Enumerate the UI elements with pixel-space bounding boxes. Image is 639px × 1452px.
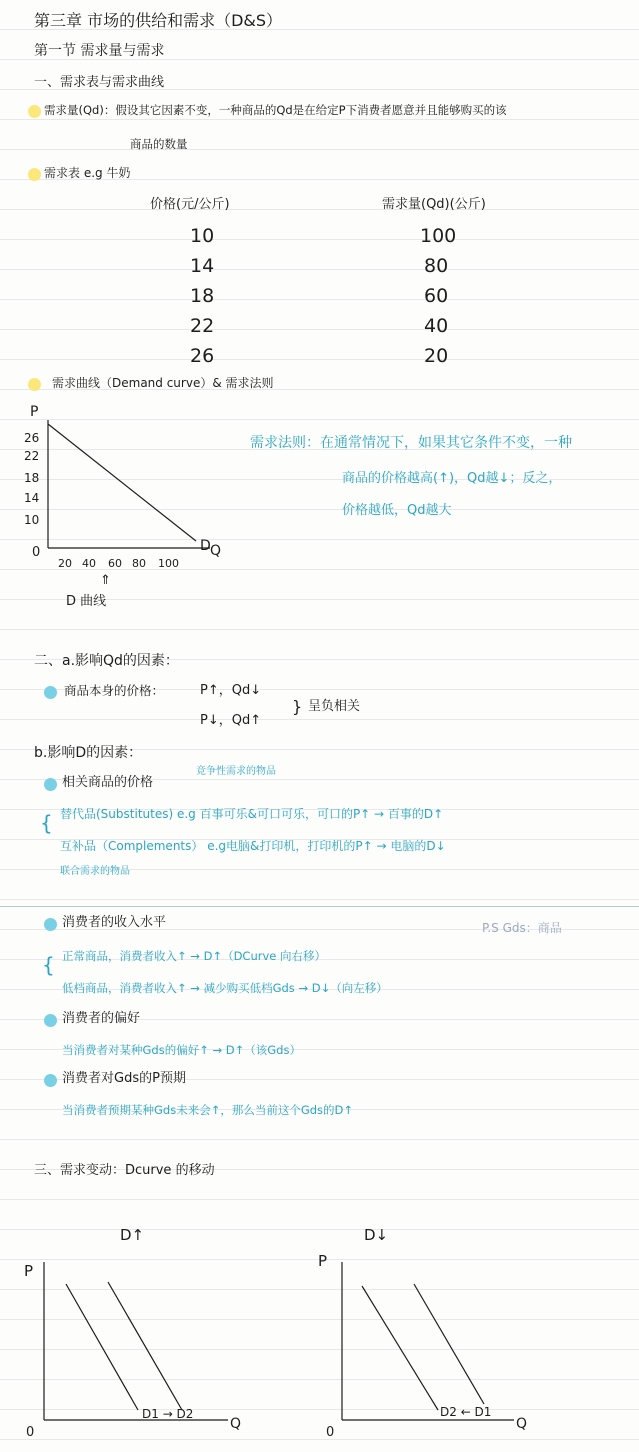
preference-detail: 当消费者对某种Gds的偏好↑ → D↑（该Gds） [62, 1043, 301, 1057]
table-cell-price: 10 [190, 225, 215, 247]
complements-line: 互补品（Complements） e.g电脑&打印机，打印机的P↑ → 电脑的D↓ [60, 839, 446, 853]
normal-goods-line: 正常商品，消费者收入↑ → D↑（DCurve 向右移） [62, 949, 327, 963]
table-cell-qty: 60 [424, 285, 449, 307]
table-cell-price: 22 [190, 315, 215, 337]
part2a-heading: 二、a.影响Qd的因素： [34, 653, 179, 669]
y-tick: 26 [24, 431, 40, 445]
expectation-label: 消费者对Gds的P预期 [62, 1071, 186, 1086]
q-axis-label: Q [210, 543, 222, 559]
origin-label: 0 [26, 1425, 35, 1440]
y-tick: 18 [24, 471, 40, 485]
shift-label: D2 ← D1 [440, 1405, 492, 1419]
qd-definition-line1: 需求量(Qd)：假设其它因素不变，一种商品的Qd是在给定P下消费者愿意并且能够购买的该 [44, 103, 507, 117]
section-title: 第一节 需求量与需求 [34, 43, 165, 59]
table-cell-price: 26 [190, 345, 215, 367]
income-label: 消费者的收入水平 [62, 915, 167, 930]
joint-demand-note: 联合需求的物品 [60, 866, 130, 877]
table-cell-qty: 100 [420, 225, 457, 247]
related-goods-label: 相关商品的价格 [62, 775, 154, 790]
origin-label: 0 [326, 1425, 335, 1440]
expectation-detail: 当消费者预期某种Gds未来会↑，那么当前这个Gds的D↑ [62, 1103, 354, 1117]
law-of-demand-line1: 需求法则：在通常情况下，如果其它条件不变，一种 [250, 435, 572, 451]
table-cell-price: 18 [190, 285, 215, 307]
table-header-qty: 需求量(Qd)(公斤) [382, 197, 486, 212]
y-tick: 14 [24, 491, 40, 505]
q-axis-label: Q [516, 1416, 528, 1432]
table-cell-price: 14 [190, 255, 215, 277]
brace-icon: { [42, 953, 55, 977]
demand-table-intro: 需求表 e.g 牛奶 [44, 166, 131, 180]
shift-label: D1 → D2 [142, 1407, 194, 1421]
demand-increase-graph [24, 1226, 241, 1440]
table-header-price: 价格(元/公斤) [150, 197, 230, 212]
graph-title: D↑ [120, 1226, 145, 1244]
demand-curve-heading: 需求曲线（Demand curve）& 需求法则 [52, 376, 274, 390]
own-price-label: 商品本身的价格： [64, 683, 165, 698]
curve-d2 [108, 1282, 182, 1410]
part1-heading: 一、需求表与需求曲线 [34, 75, 165, 90]
curve-d1 [66, 1284, 138, 1410]
q-axis-label: Q [230, 1416, 242, 1432]
negative-correlation-note: 呈负相关 [308, 699, 361, 714]
law-of-demand-line2: 商品的价格越高(↑)，Qd越↓；反之， [342, 471, 562, 486]
p-axis-label: P [318, 1252, 328, 1270]
x-tick: 40 [82, 557, 96, 570]
y-tick: 22 [24, 449, 40, 463]
brace-icon: { [40, 811, 53, 835]
demand-decrease-graph [318, 1226, 527, 1440]
y-tick: 10 [24, 513, 40, 527]
law-of-demand-line3: 价格越低，Qd越大 [342, 503, 452, 518]
preference-label: 消费者的偏好 [62, 1011, 141, 1026]
table-cell-qty: 40 [424, 315, 449, 337]
d-curve-caption: D 曲线 [66, 594, 107, 609]
part2b-heading: b.影响D的因素： [34, 745, 143, 761]
graph-title: D↓ [364, 1226, 389, 1244]
competitive-demand-note: 竞争性需求的物品 [196, 766, 276, 777]
x-tick: 100 [158, 557, 179, 570]
own-price-relation-2: P↓，Qd↑ [200, 713, 262, 728]
table-cell-qty: 20 [424, 345, 449, 367]
brace-icon: } [292, 697, 303, 716]
substitutes-line: 替代品(Substitutes) e.g 百事可乐&可口可乐，可口的P↑ → 百事的D↑ [60, 807, 444, 821]
chapter-title: 第三章 市场的供给和需求（D&S） [34, 11, 283, 30]
x-tick: 60 [108, 557, 122, 570]
curve-d1 [414, 1284, 484, 1404]
part3-heading: 三、需求变动：Dcurve 的移动 [34, 1163, 215, 1178]
own-price-relation-1: P↑，Qd↓ [200, 683, 262, 698]
x-tick: 80 [132, 557, 146, 570]
goods-abbrev-note: P.S Gds：商品 [482, 921, 562, 935]
table-cell-qty: 80 [424, 255, 449, 277]
origin-label: 0 [32, 545, 41, 560]
up-arrow: ⇑ [100, 573, 111, 588]
p-axis-label: P [30, 404, 39, 420]
qd-definition-line2: 商品的数量 [130, 137, 188, 151]
p-axis-label: P [24, 1262, 34, 1280]
d-curve-label: D [200, 538, 211, 554]
x-tick: 20 [58, 557, 72, 570]
inferior-goods-line: 低档商品，消费者收入↑ → 减少购买低档Gds → D↓（向左移） [62, 981, 388, 995]
